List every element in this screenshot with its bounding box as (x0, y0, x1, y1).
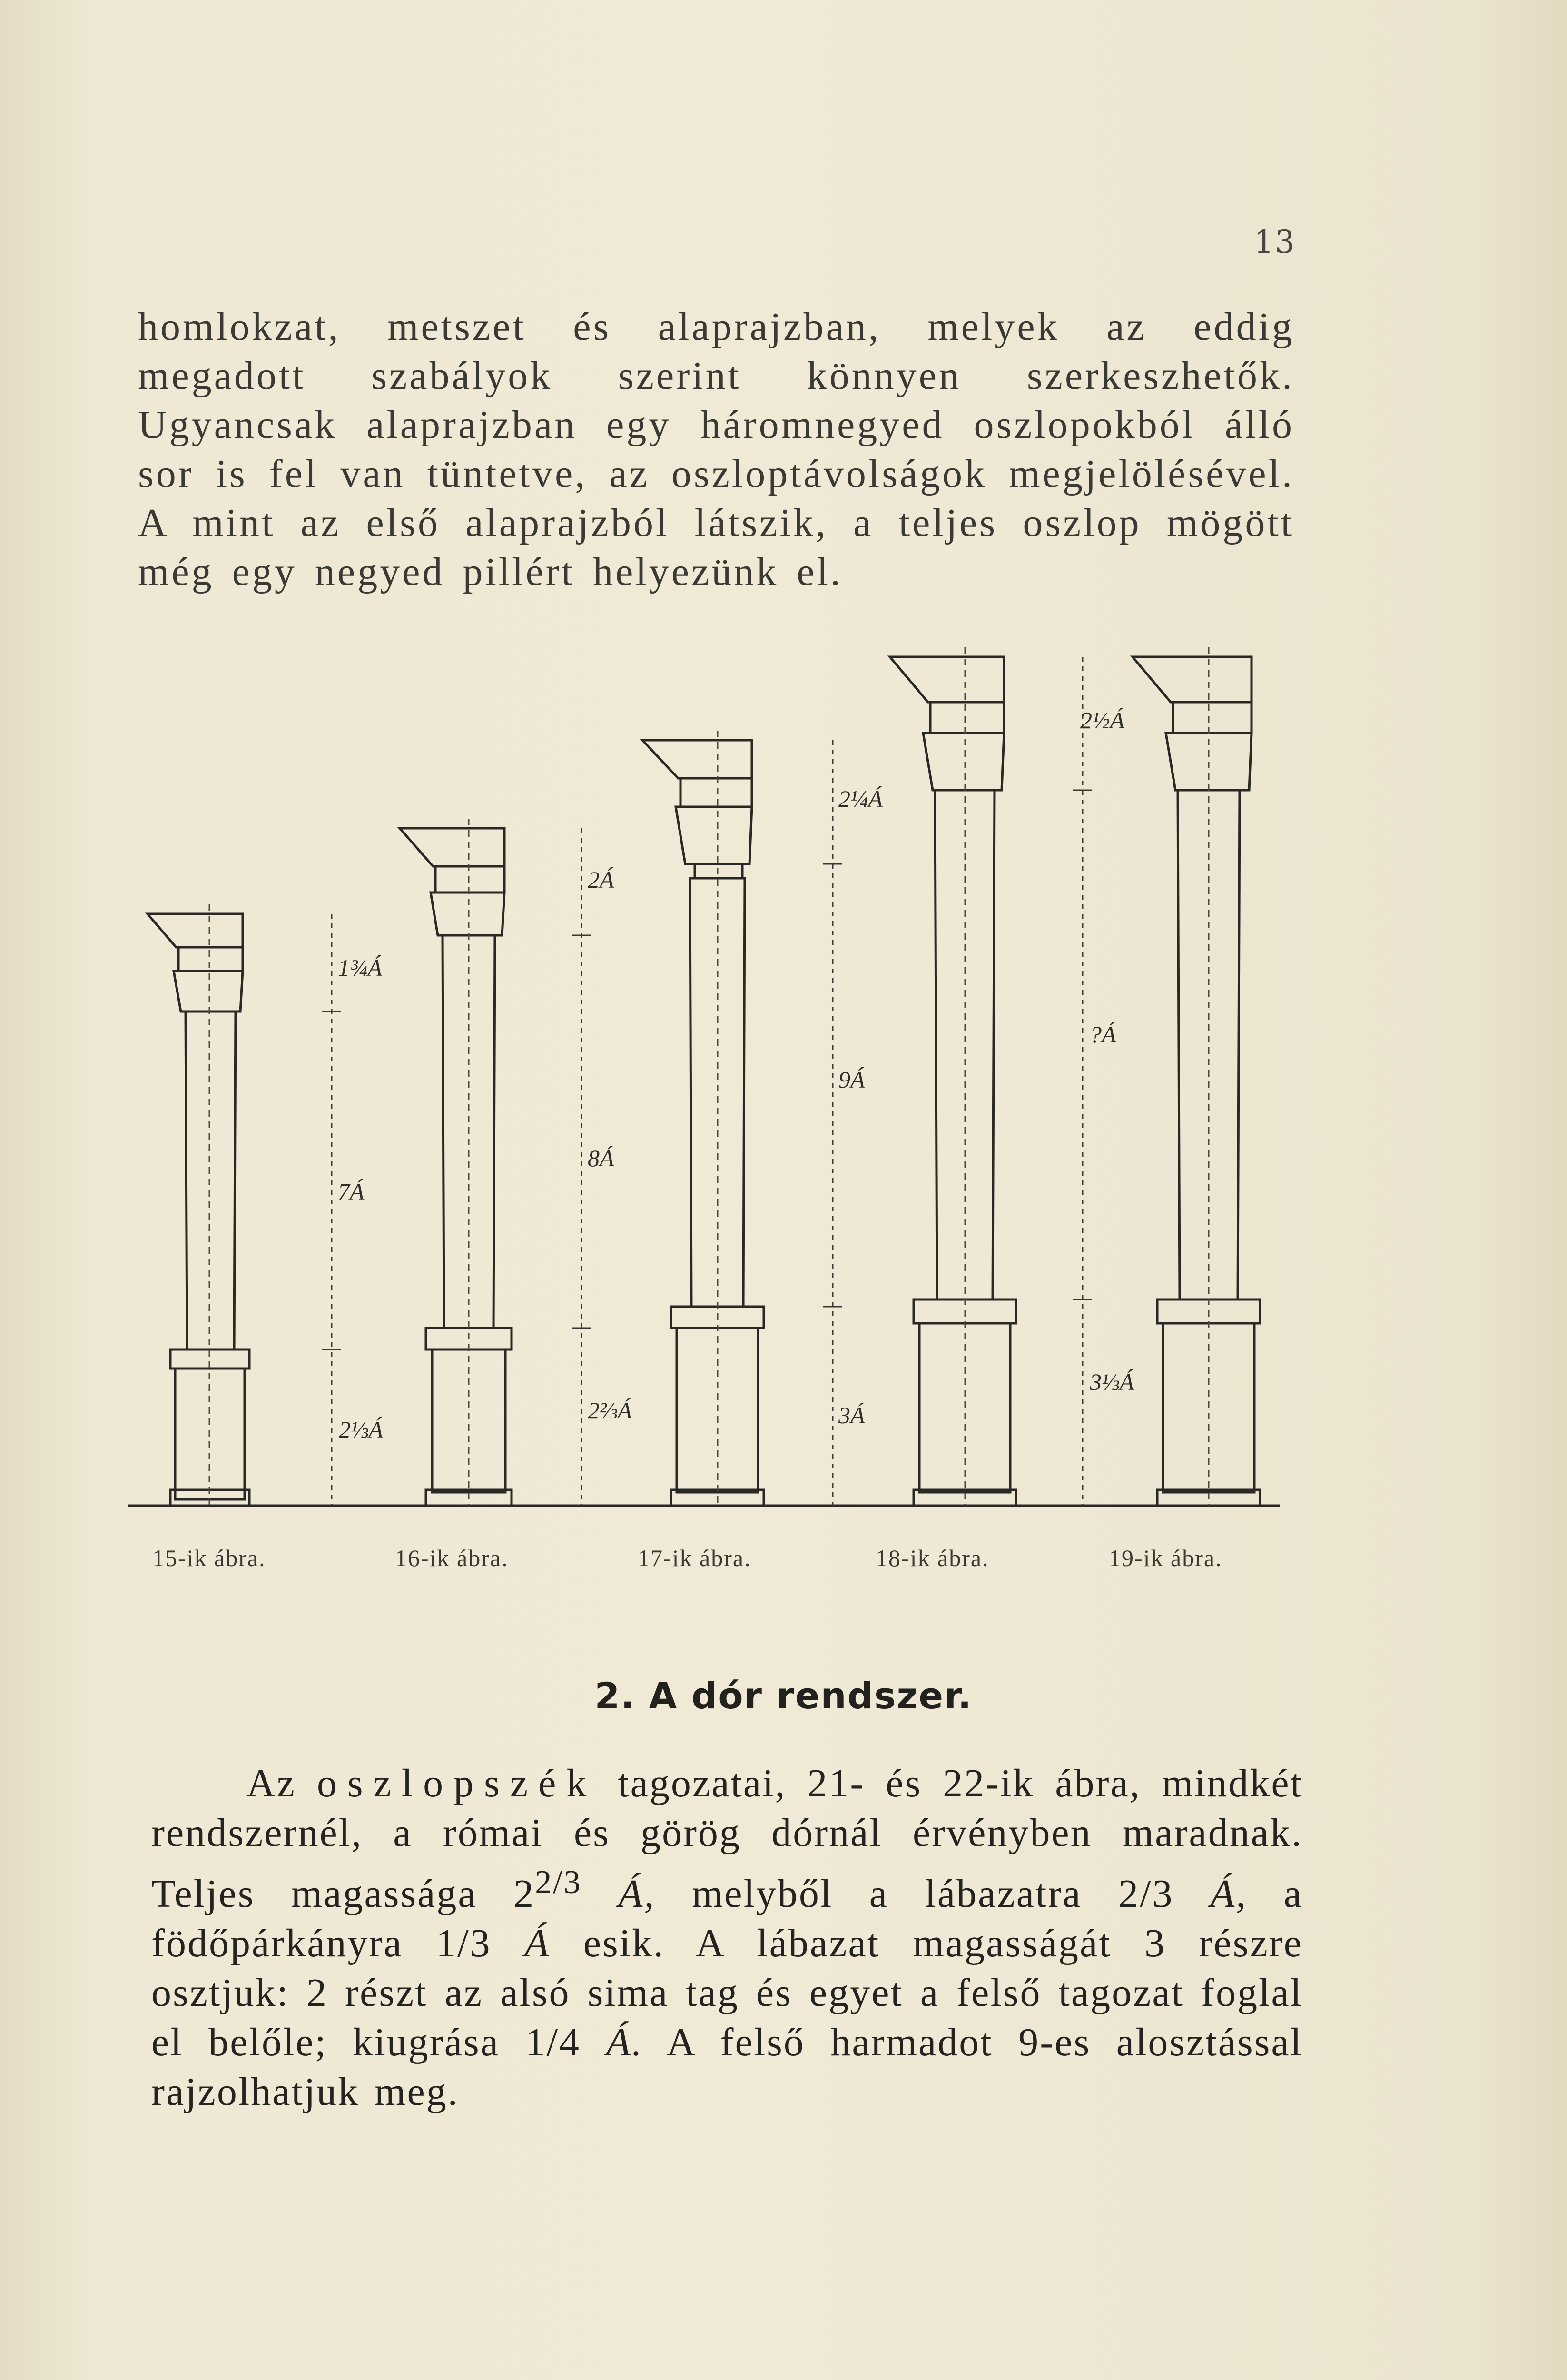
capital-neck (431, 892, 504, 935)
capital-frieze (178, 947, 243, 971)
capital-neck (676, 807, 752, 864)
body-text-4: melyből a lábazatra (691, 1872, 1082, 1916)
capital-cornice (400, 828, 504, 866)
body-text-6: esik. A lábazat magasságát 3 részre osztjuk: 2 részt az alsó sima tag és egyet a felső tagozat foglal el belőle; kiugrása (151, 1921, 1303, 2064)
fig17-base-label: 3Á (838, 1402, 865, 1428)
fig15-mid-label: 7Á (338, 1178, 365, 1205)
fraction-4: 1/4 (525, 2020, 581, 2064)
fig19-base-label: 3⅓Á (1090, 1368, 1134, 1395)
fig17-mid-label: 9Á (838, 1066, 865, 1093)
body-text-5: a födőpárkányra (151, 1872, 1303, 1965)
column-shaft (186, 1012, 236, 1349)
fig17-caption: 17-ik ábra. (638, 1545, 751, 1571)
capital-cornice (1133, 657, 1252, 702)
unit-1: Á, (618, 1872, 656, 1916)
figure-18-column (890, 647, 1016, 1506)
body-text-2: oszlopszék (316, 1761, 597, 1805)
body-paragraph (151, 1759, 1303, 2117)
column-figures (119, 638, 1309, 1571)
capital-frieze (435, 866, 504, 892)
fig16-mid-label: 8Á (588, 1145, 614, 1171)
section-title: 2. A dór rendszer. (594, 1675, 973, 1717)
capital-cornice (642, 740, 752, 778)
unit-2: Á, (1210, 1872, 1248, 1916)
capital-cornice (890, 657, 1004, 702)
fig16-base-label: 2⅔Á (588, 1397, 632, 1424)
fig15-base-label: 2⅓Á (339, 1416, 384, 1443)
fig19-caption: 19-ik ábra. (1109, 1545, 1222, 1571)
body-text-3: tagozatai, 21- és 22-ik ábra, mindkét rendszernél, a római és görög dórnál érvényben maradnak. Teljes magassága 2 (151, 1761, 1303, 1916)
fig18-caption: 18-ik ábra. (876, 1545, 989, 1571)
capital-frieze (1173, 702, 1252, 733)
capital-neck (174, 971, 243, 1012)
fraction-1: 2/3 (535, 1864, 582, 1901)
fig19-top-label: 2½Á (1080, 707, 1125, 734)
figure-15-column (148, 904, 341, 1506)
body-text-7: A felső harmadot 9-es alosztással rajzolhatjuk meg. (151, 2020, 1303, 2114)
fig19-mid-label: ?Á (1090, 1021, 1116, 1048)
capital-frieze (930, 702, 1004, 733)
capital-echinus (695, 864, 742, 878)
capital-cornice (148, 914, 243, 947)
capital-frieze (680, 778, 752, 807)
intro-paragraph: homlokzat, metszet és alaprajzban, melyek az eddig megadott szabályok szerint könnyen szerkeszhetők. Ugyancsak alaprajzban egy háromnegyed oszlopokból álló sor is fel van tüntetve, az oszloptávolságok megjelölésével. A mint az első alaprajzból látszik, a teljes oszlop mögött még egy negyed pillért helyezünk el. (138, 305, 1294, 594)
fig17-top-label: 2¼Á (838, 785, 883, 812)
fig15-top-label: 1¾Á (338, 954, 383, 981)
unit-3: Á (524, 1921, 551, 1965)
capital-neck (923, 733, 1004, 790)
page-number: 13 (1254, 224, 1296, 260)
fraction-2: 2/3 (1118, 1872, 1174, 1916)
fig15-caption: 15-ik ábra. (152, 1545, 266, 1571)
unit-4: Á. (606, 2020, 643, 2064)
fig16-caption: 16-ik ábra. (395, 1545, 509, 1571)
column-drawings (119, 638, 1309, 1571)
figure-17-column (642, 731, 842, 1506)
fig16-top-label: 2Á (588, 866, 614, 893)
fraction-3: 1/3 (436, 1921, 492, 1965)
figure-16-column (400, 819, 591, 1506)
body-text-1: Az (246, 1761, 296, 1805)
